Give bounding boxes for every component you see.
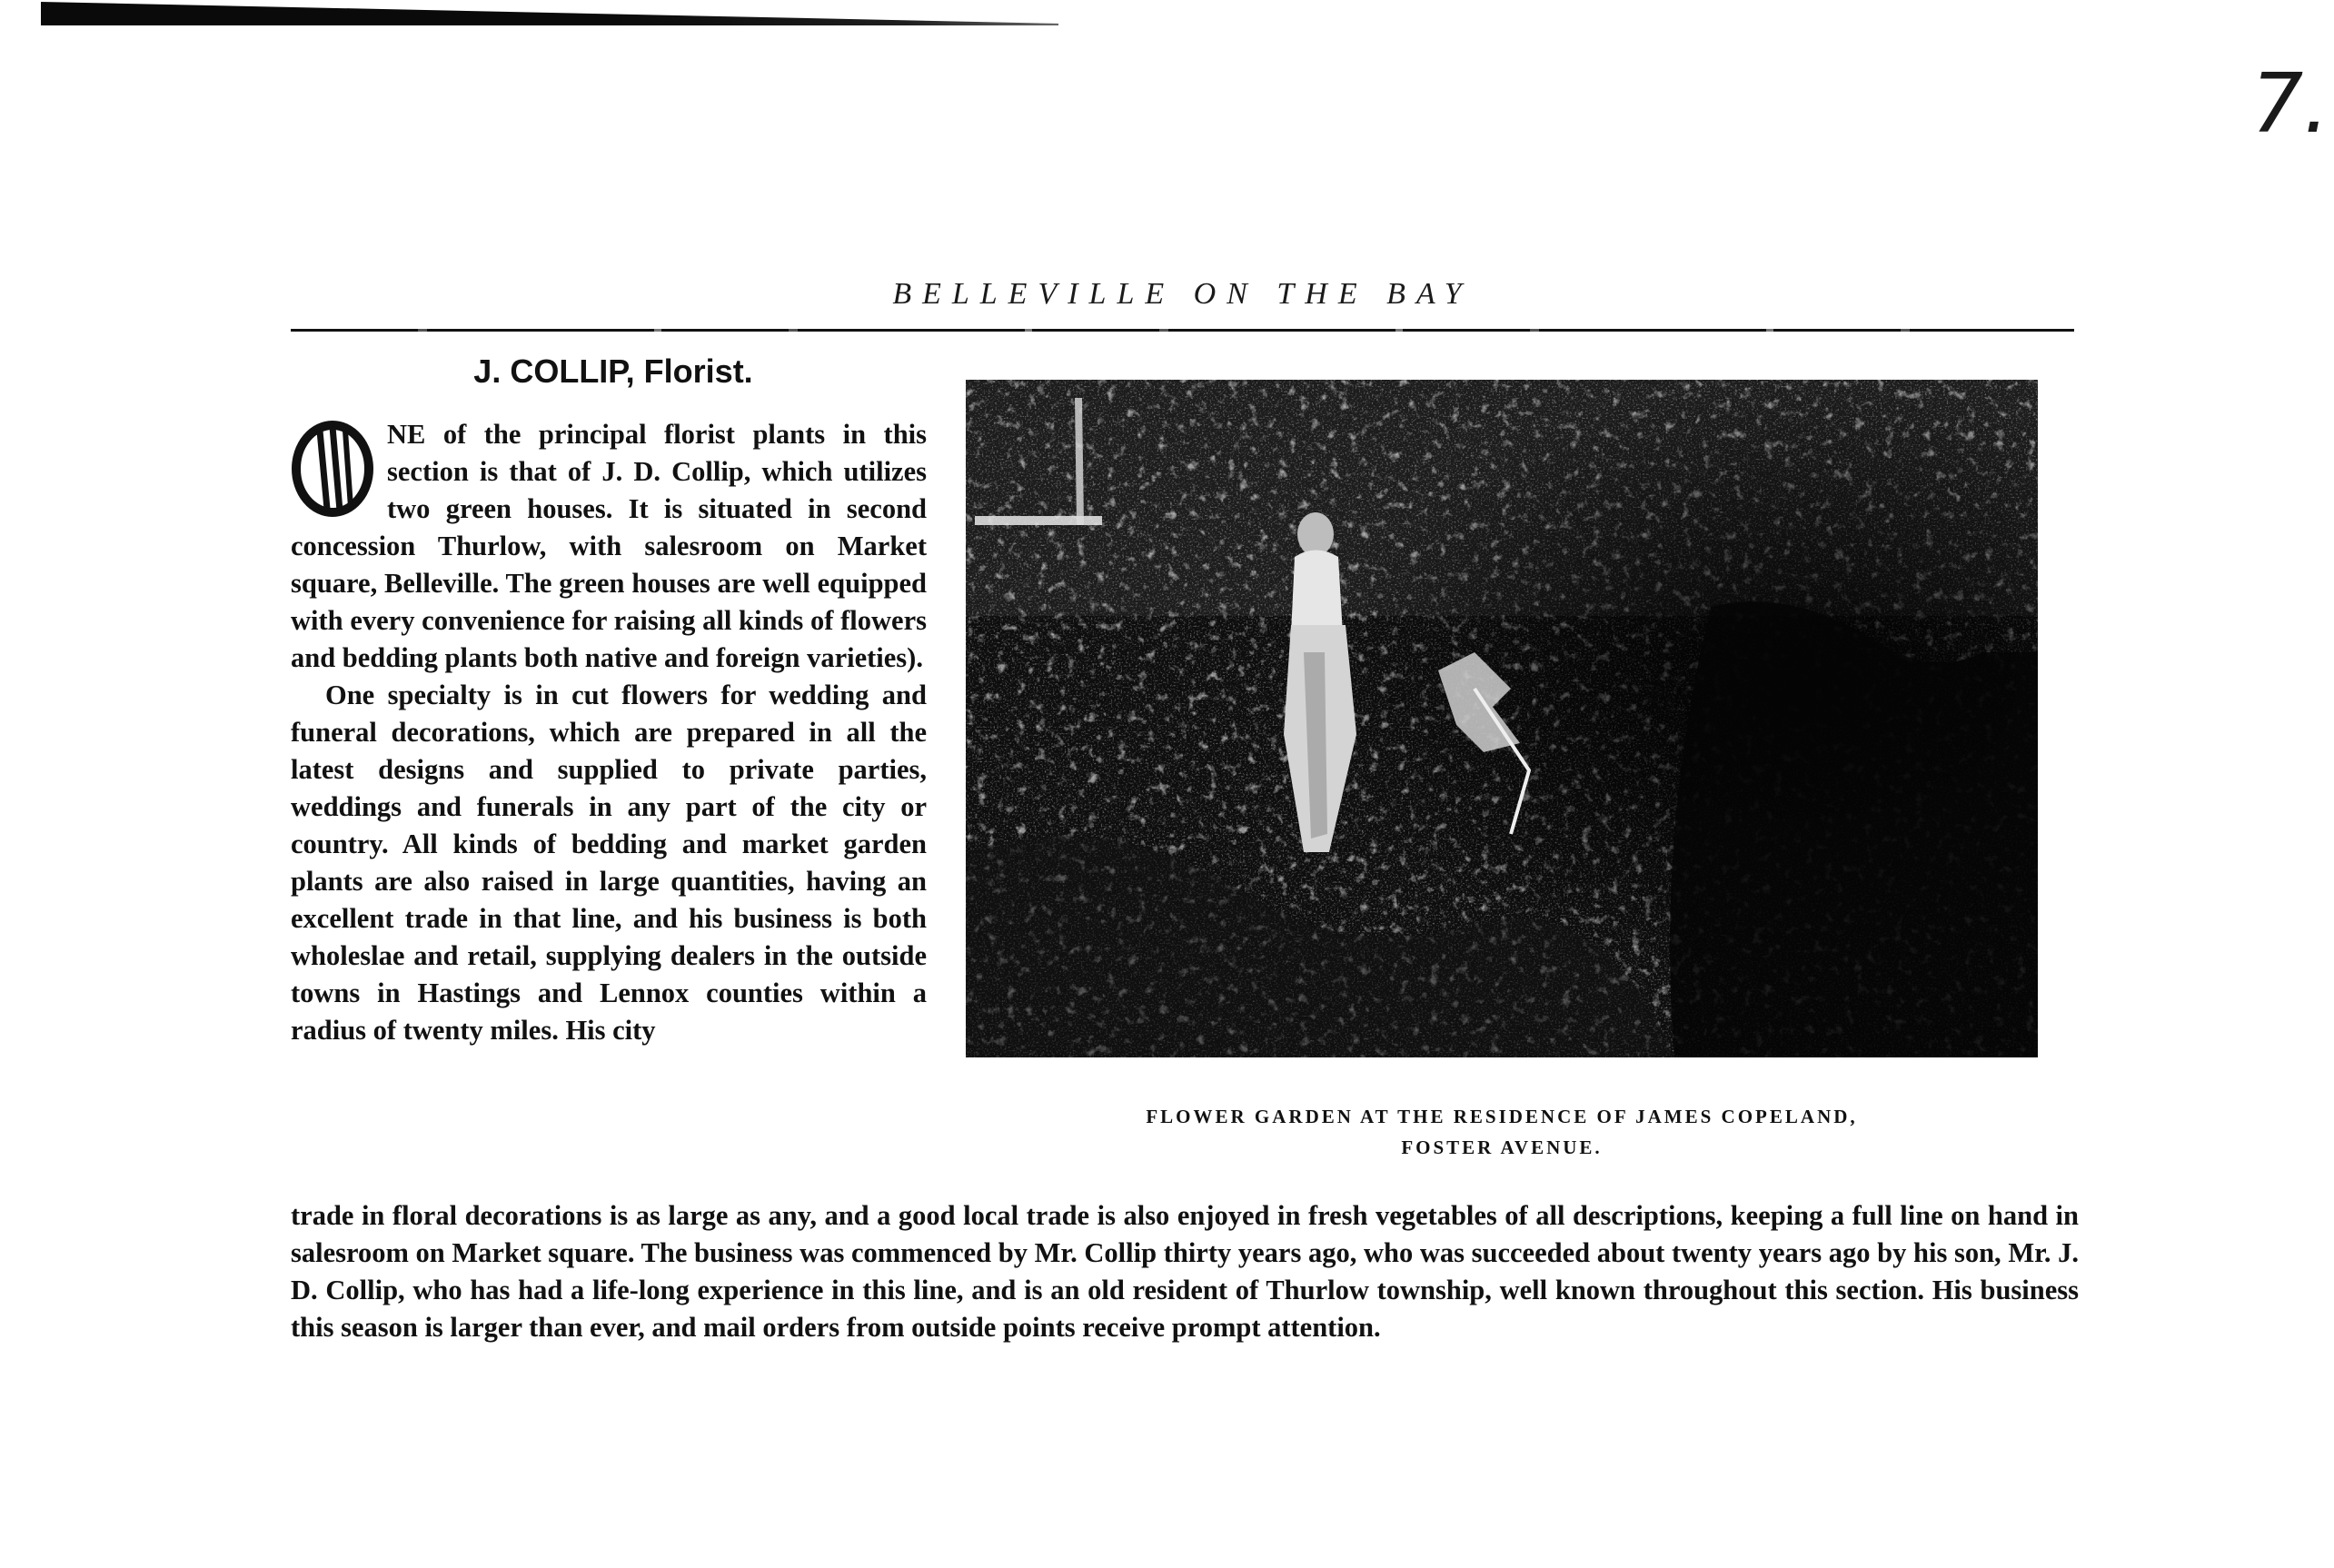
paragraph-1-text: NE of the principal florist plants in this section is that of J. D. Collip, which utilizes two green houses. It is situated in second concession Thurlow, with salesroom on Market square, Belleville. The green houses are well equipped with every convenience for raising all kinds of flowers and bedding plants both native and foreign varieties). [291,419,927,673]
paragraph-1 [291,416,927,677]
garden-photograph [966,380,2038,1057]
article-title: J. COLLIP, Florist. [473,352,753,390]
article-continuation: trade in floral decorations is as large as any, and a good local trade is also enjoyed in fresh vegetables of all descriptions, keeping a full line on hand in salesroom on Market square. The business was commenced by Mr. Collip thirty years ago, who was succeeded about twenty years ago by his son, Mr. J. D. Collip, who has had a life-long experience in this line, and is an old resident of Thurlow township, well known throughout this section. His business this season is larger than ever, and mail orders from outside points receive prompt attention. [291,1200,2079,1343]
article-column [291,416,927,1197]
photo-caption [966,1101,2038,1163]
dropcap-o [291,418,378,520]
photo-caption-line-1: FLOWER GARDEN AT THE RESIDENCE OF JAMES COPELAND, [1146,1106,1858,1127]
page-number: 7. [2251,56,2329,152]
paragraph-2: One specialty is in cut flowers for wedding and funeral decorations, which are prepared in all the latest designs and supplied to private parties, weddings and funerals in any part of the city or country. All kinds of bedding and market garden plants are also raised in large quantities, having an excellent trade in that line, and his business is both wholeslae and retail, supplying dealers in the outside towns in Hastings and Lennox counties within a radius of twenty miles. His city [291,680,927,1046]
top-edge-bar [41,2,1058,25]
photo-caption-line-2: FOSTER AVENUE. [1401,1136,1603,1158]
running-header: BELLEVILLE ON THE BAY [892,277,1473,311]
header-rule [291,329,2074,332]
